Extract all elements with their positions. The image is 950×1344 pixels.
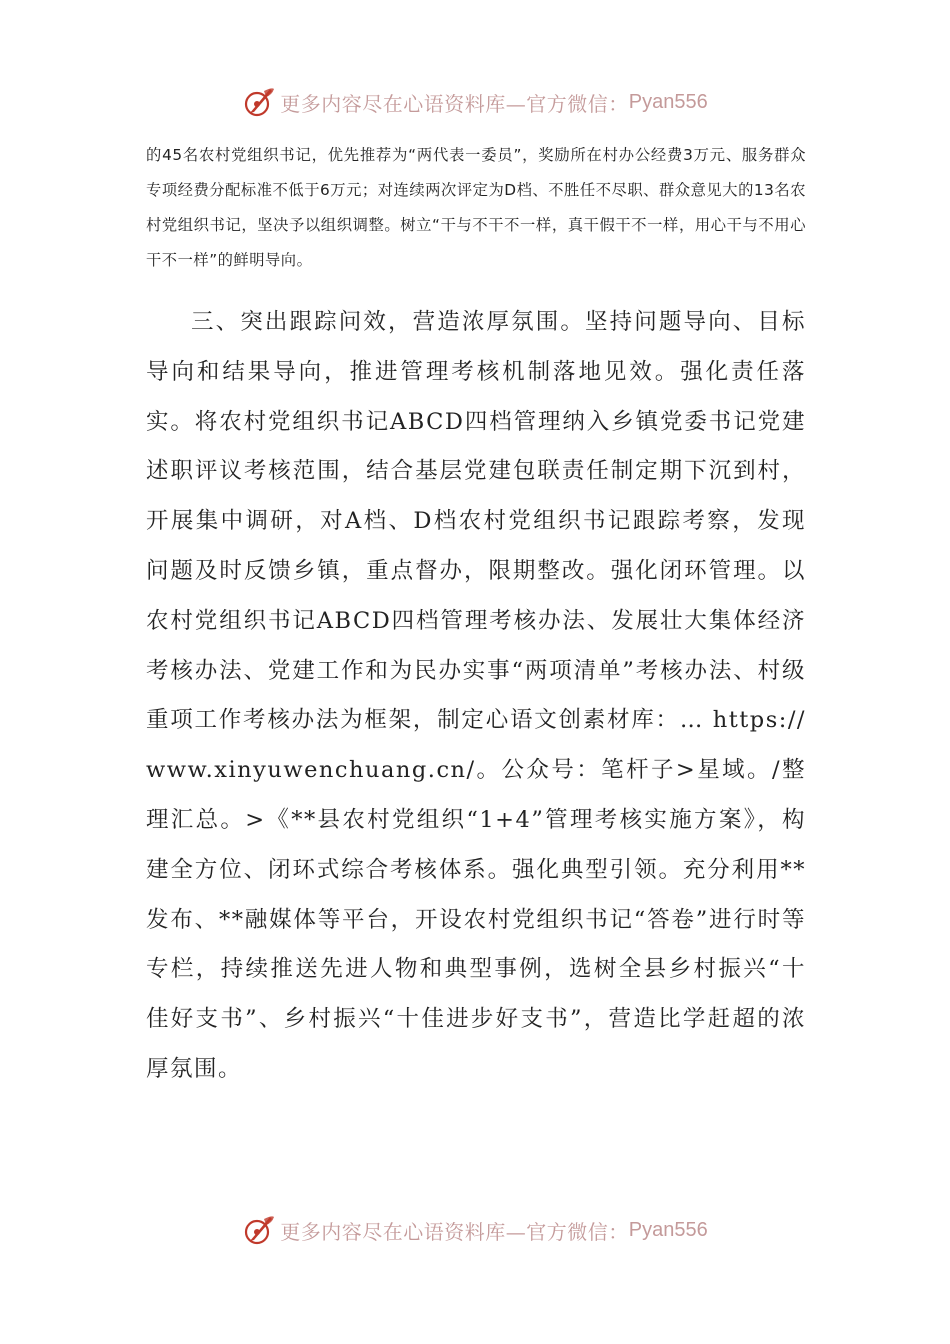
footer-banner xyxy=(0,1210,950,1250)
paragraph-continuation: 的45名农村党组织书记，优先推荐为“两代表一委员”，奖励所在村办公经费3万元、服务群众专项经费分配标准不低于6万元；对连续两次评定为D档、不胜任不尽职、群众意见大的13名农村党组织书记，坚决予以组织调整。树立“干与不干不一样，真干假干不一样，用心干与不用心干不一样”的鲜明导向。 xyxy=(146,146,806,269)
paragraph-section-three: 三、突出跟踪问效，营造浓厚氛围。坚持问题导向、目标导向和结果导向，推进管理考核机制落地见效。强化责任落实。将农村党组织书记ABCD四档管理纳入乡镇党委书记党建述职评议考核范围，结合基层党建包联责任制定期下沉到村，开展集中调研，对A档、D档农村党组织书记跟踪考察，发现问题及时反馈乡镇，重点督办，限期整改。强化闭环管理。以农村党组织书记ABCD四档管理考核办法、发展壮大集体经济考核办法、党建工作和为民办实事“两项清单”考核办法、村级重项工作考核办法为框架，制定心语文创素材库：… https://www.xinyuwenchuang.cn/。公众号：笔杆子>星域。/整理汇总。>《**县农村党组织“1+4”管理考核实施方案》，构建全方位、闭环式综合考核体系。强化典型引领。充分利用**发布、**融媒体等平台，开设农村党组织书记“答卷”进行时等专栏，持续推送先进人物和典型事例，选树全县乡村振兴“十佳好支书”、乡村振兴“十佳进步好支书”，营造比学赶超的浓厚氛围。 xyxy=(146,309,806,1082)
header-banner xyxy=(0,82,950,122)
footer-banner-handle: Pyan556 xyxy=(628,1218,708,1241)
quill-pen-logo-icon xyxy=(242,85,276,119)
header-banner-text: 更多内容尽在心语资料库—官方微信： xyxy=(280,91,629,116)
quill-pen-logo-icon xyxy=(242,1213,276,1247)
header-banner-handle: Pyan556 xyxy=(628,90,708,113)
footer-banner-text: 更多内容尽在心语资料库—官方微信： xyxy=(280,1219,629,1244)
